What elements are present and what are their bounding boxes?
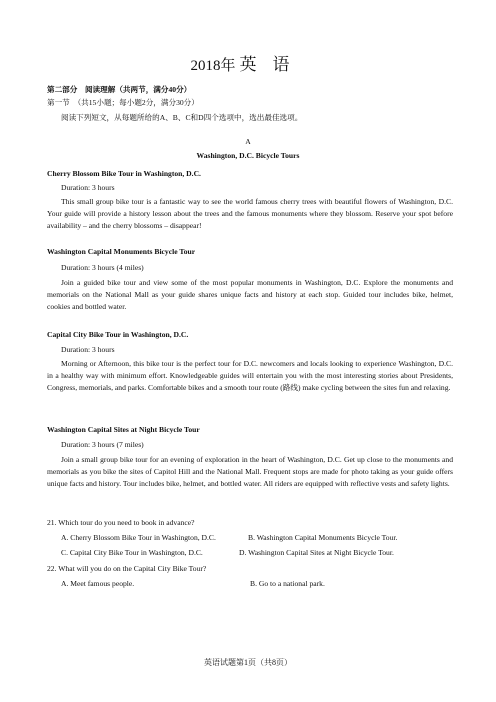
tour-description xyxy=(47,196,453,233)
page-footer: 英语试题第1页（共8页） xyxy=(204,658,292,667)
option-b: B. Washington Capital Monuments Bicycle Tour. xyxy=(248,533,398,542)
tour-description xyxy=(47,454,453,491)
tour-description-text: Morning or Afternoon, this bike tour is the perfect tour for D.C. newcomers and locals looking to experience Washington, D.C. in a healthy way with minimum effort. Knowledgeable guides will entertain you with the most interesting stories about Presidents, Congress, memorials, and parks. Comfortable bikes and a smooth tour route (路线) make cycling between the sites fun and relaxing. xyxy=(47,359,453,393)
section-heading: 第一节 （共15小题；每小题2分，满分30分） xyxy=(47,98,199,107)
exam-year: 2018年 xyxy=(190,58,236,74)
question-stem: 22. What will you do on the Capital City Bike Tour? xyxy=(47,564,207,573)
tour-duration: Duration: 3 hours xyxy=(61,183,115,192)
tour-description xyxy=(47,358,453,395)
option-a: A. Meet famous people. xyxy=(61,579,135,588)
tour-duration: Duration: 3 hours (7 miles) xyxy=(61,440,144,449)
question-stem: 21. Which tour do you need to book in advance? xyxy=(47,518,195,527)
option-a: A. Cherry Blossom Bike Tour in Washington, D.C. xyxy=(61,533,216,542)
instruction-text: 阅读下列短文，从每题所给的A、B、C和D四个选项中，选出最佳选项。 xyxy=(61,113,303,122)
tour-description-text: Join a guided bike tour and view some of the most popular monuments in Washington, D.C. Explore the monuments and memorials on the National Mall as your guide shares unique facts and history at each stop. Guided tour includes bike, helmet, cookies and bottled water. xyxy=(47,278,453,312)
tour-name: Capital City Bike Tour in Washington, D.C. xyxy=(47,330,189,339)
page-title xyxy=(0,50,496,75)
tour-name: Washington Capital Monuments Bicycle Tour xyxy=(47,247,196,256)
passage-title: Washington, D.C. Bicycle Tours xyxy=(196,151,300,160)
option-c: C. Capital City Bike Tour in Washington, D.C. xyxy=(61,548,203,557)
part-heading: 第二部分 阅读理解（共两节，满分40分） xyxy=(47,85,192,94)
exam-subject: 英语 xyxy=(239,55,306,74)
tour-name: Washington Capital Sites at Night Bicycle Tour xyxy=(47,425,200,434)
tour-description-text: Join a small group bike tour for an evening of exploration in the heart of Washington, D.C. Get up close to the monuments and memorials as you bike the sites of Capitol Hill and the National Mall. Frequent stops are made for photo taking as your guide offers unique facts and history. Tour includes bike, helmet, and bottled water. All riders are equipped with reflective vests and safety lights. xyxy=(47,455,453,489)
tour-name: Cherry Blossom Bike Tour in Washington, D.C. xyxy=(47,169,201,178)
tour-duration: Duration: 3 hours xyxy=(61,345,115,354)
tour-duration: Duration: 3 hours (4 miles) xyxy=(61,263,144,272)
tour-description xyxy=(47,277,453,314)
passage-letter: A xyxy=(245,137,251,146)
option-b: B. Go to a national park. xyxy=(250,579,325,588)
option-d: D. Washington Capital Sites at Night Bicycle Tour. xyxy=(239,548,394,557)
tour-description-text: This small group bike tour is a fantastic way to see the world famous cherry trees with beautiful flowers of Washington, D.C. Your guide will provide a history lesson about the trees and the famous monuments where they blossom. Reserve your spot before availability – and the cherry blossoms – disappear! xyxy=(47,197,453,231)
